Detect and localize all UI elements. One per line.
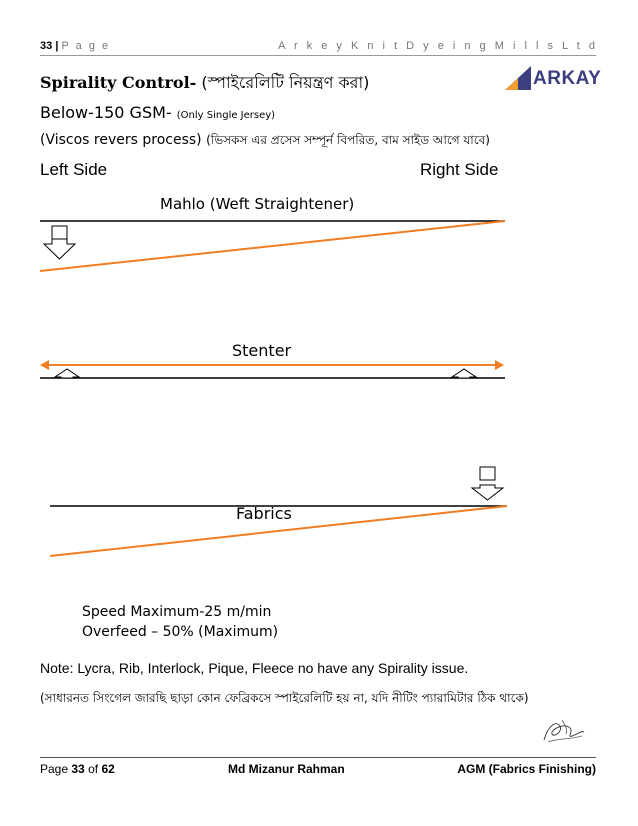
mahlo-down-arrow-icon (44, 226, 75, 259)
stenter-left-up-arrow-icon (55, 369, 79, 378)
header-page-number: 33 | P a g e (40, 40, 111, 52)
stenter-right-arrowhead-icon (495, 360, 504, 370)
mahlo-label: Mahlo (Weft Straightener) (160, 195, 355, 213)
stenter-right-up-arrow-icon (452, 369, 476, 378)
footer-page-count: Page 33 of 62 (40, 762, 115, 776)
right-side-label: Right Side (420, 160, 499, 179)
note-english: Note: Lycra, Rib, Interlock, Pique, Fleece no have any Spirality issue. (40, 660, 469, 676)
viscos-english: (Viscos revers process) (40, 132, 202, 148)
footer-author: Md Mizanur Rahman (228, 762, 345, 776)
footer-divider (40, 757, 596, 758)
note-bengali: (সাধারনত সিংগেল জারছি ছাড়া কোন ফেব্রিকসে স্পাইরেলিটি হয় না, যদি নীটিং প্যারামিটার ঠিক থাকে) (40, 691, 529, 705)
speed-line: Speed Maximum-25 m/min (82, 604, 272, 620)
title-bengali: (স্পাইরেলিটি নিয়ন্ত্রণ করা) (201, 73, 370, 92)
fabrics-label: Fabrics (236, 504, 292, 523)
viscos-bengali: (ভিসকস এর প্রসেস সম্পূর্ন বিপরিত, বাম সাইড আগে যাবে) (206, 133, 490, 147)
mahlo-orange-line (40, 221, 505, 271)
fabrics-down-arrow-icon (472, 467, 503, 500)
signature-icon (538, 716, 588, 746)
gsm-main: Below-150 GSM- (40, 103, 172, 122)
overfeed-line: Overfeed – 50% (Maximum) (82, 624, 279, 640)
header-page-num: 33 (40, 40, 53, 52)
header-company: A r k e y K n i t D y e i n g M i l l s L t d (278, 40, 598, 52)
stenter-label: Stenter (232, 341, 292, 360)
speed-block (82, 602, 278, 642)
left-side-label: Left Side (40, 160, 108, 179)
header-page-label: P a g e (61, 40, 111, 52)
title-english: Spirality Control- (40, 73, 197, 92)
footer-position: AGM (Fabrics Finishing) (457, 762, 596, 776)
stenter-left-arrowhead-icon (40, 360, 49, 370)
gsm-note: (Only Single Jersey) (176, 110, 276, 121)
logo-text: ARKAY (533, 68, 602, 89)
